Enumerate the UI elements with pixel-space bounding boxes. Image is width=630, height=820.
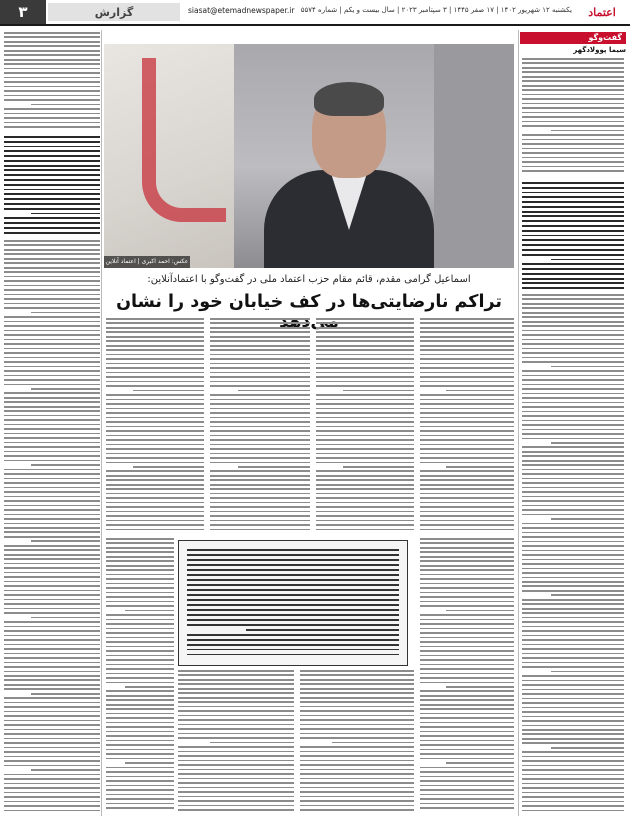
- left-column-text-bottom: [4, 240, 100, 816]
- article-headline: تراکم نارضایتی‌ها در کف خیابان خود را نشان: [116, 292, 502, 312]
- article-column-3b: [178, 670, 294, 816]
- left-column-text-top: [4, 32, 100, 132]
- pull-quote-text: [187, 549, 399, 659]
- column-rule: [101, 30, 102, 816]
- interviewee-photo: [104, 44, 514, 268]
- column-rule: [518, 30, 519, 816]
- interviewee-figure: [264, 78, 434, 268]
- pull-quote-box: [178, 540, 408, 666]
- article-column-1b: [420, 538, 514, 816]
- photo-caption: عکس: احمد اکبری | اعتماد آنلاین: [104, 256, 190, 268]
- site-url[interactable]: siasat@etemadnewspaper.ir: [188, 6, 295, 15]
- article-column-2: [316, 318, 414, 534]
- photo-background: [434, 44, 514, 268]
- article-kicker: اسماعیل گرامی مقدم، قائم مقام حزب اعتماد ملی در گفت‌و‌گو با اعتماد‌آنلاین:: [147, 274, 471, 285]
- article-column-4: [106, 318, 204, 534]
- logo-icon: اعتماد: [588, 5, 616, 19]
- sidebar-text-top: [522, 58, 624, 178]
- page-number: ۳: [0, 0, 46, 24]
- article-column-4b: [106, 538, 174, 816]
- section-tag: گزارش: [48, 3, 180, 21]
- header-bar: [0, 0, 630, 26]
- sidebar-author: سیما پوولاد‌گهر: [573, 46, 626, 54]
- article-column-3: [210, 318, 310, 534]
- flag-backdrop: [104, 44, 234, 268]
- article-column-1: [420, 318, 514, 534]
- left-column-text-bold: [4, 136, 100, 236]
- issue-line: یکشنبه ۱۲ شهریور ۱۴۰۲ | ۱۷ صفر ۱۴۴۵ | ۳ سپتامبر ۲۰۲۳ | سال بیست و یکم | شماره ۵۵۷۴: [300, 6, 572, 14]
- sidebar-title: گفت‌وگو: [520, 32, 626, 44]
- article-column-2b: [300, 670, 414, 816]
- sidebar-text-bottom: [522, 294, 624, 816]
- sidebar-text-bold: [522, 182, 624, 290]
